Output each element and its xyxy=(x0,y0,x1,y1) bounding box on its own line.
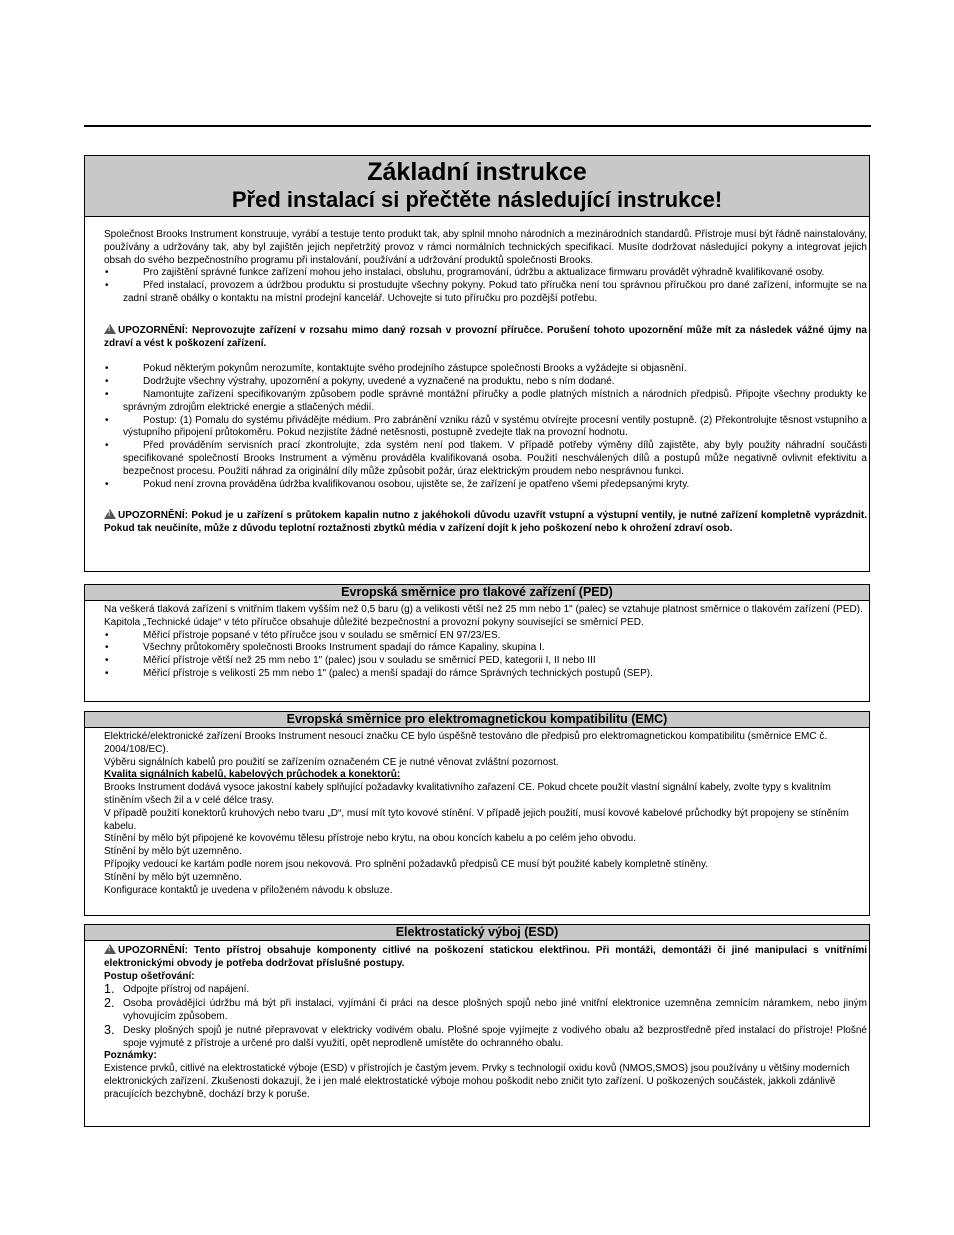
list-item: 3. Desky plošných spojů je nutné přepravovat v elektricky vodivém obalu. Plošné spoje vyjímejte z vodivého obalu až bezprostředně před instalací do přístroje! Plošné spoje vyjmuté z přístroje a určené pro další využití, opět neprodleně umístěte do ochranného obalu. xyxy=(104,1022,867,1049)
esd-procedure-heading: Postup ošetřování: xyxy=(104,970,195,982)
top-rule xyxy=(84,125,871,127)
page-subtitle: Před instalací si přečtěte následující instrukce! xyxy=(231,187,723,212)
list-item: • Před instalací, provozem a údržbou produktu si prostudujte všechny pokyny. Pokud tato příručka není tou správnou příručkou pro dané zařízení, informujte se na zadní straně obálky o kontaktu na místní prodejní kancelář. Uchovejte si tuto příručku pro pozdější potřebu. xyxy=(105,280,867,304)
emc-box xyxy=(84,711,870,916)
esd-warning: !UPOZORNĚNÍ: Tento přístroj obsahuje komponenty citlivé na poškození statickou elektřinou. Při montáži, demontáži či jiné manipulaci s vnitřními elektronickými obvody je potřeba dodržovat příslušné postupy. xyxy=(104,944,867,971)
warning-1: !UPOZORNĚNÍ: Neprovozujte zařízení v rozsahu mimo daný rozsah v provozní příručce. Porušení tohoto upozornění může mít za následek vážné újmy na zdraví a vést k poškození zařízení. xyxy=(104,324,867,351)
list-item: • Před prováděním servisních prací zkontrolujte, zda systém není pod tlakem. V případě potřeby výměny dílů zajistěte, aby byly použity náhradní součásti specifikované společností Brooks Instrument a výměnu prováděla kvalifikovaná osoba. Použití neschválených dílů a postupů může negativně ovlivnit efektivitu a bezpečnost procesu. Použití náhrad za originální díly může způsobit požár, úraz elektrickým proudem nebo nesprávnou funkci. xyxy=(105,440,867,477)
warning-icon xyxy=(104,509,116,519)
esd-body xyxy=(85,941,869,1102)
emc-title: Evropská směrnice pro elektromagnetickou kompatibilitu (EMC) xyxy=(85,712,869,728)
basic-instructions-box xyxy=(84,155,870,572)
emc-body: Elektrické/elektronické zařízení Brooks Instrument nesoucí značku CE bylo úspěšně testováno dle předpisů pro elektromagnetickou kompatibilitu (směrnice EMC č. 2004/108/EC). Výběru signálních kabelů pro použití se zařízením označeném CE je nutné věnovat zvláštní pozornost. Kvalita signálních kabelů, kabelových průchodek a konektorů: Brooks Instrument dodává vysoce jakostní kabely splňující požadavky kvalitativního zařazení CE. Pokud chcete použít vlastní signální kabely, zvolte typy s kvalitním stíněním všech žil a v celé délce trasy. V případě použití konektorů kruhových nebo tvaru „D“, musí mít tyto kovové stínění. V případě jejich použití, musí kovové kabelové průchodky být propojeny se stíněním kabelu. Stínění by mělo být připojené ke kovovému tělesu přístroje nebo krytu, na obou koncích kabelu a po celém jeho obvodu. Stínění by mělo být uzemněno. Přípojky vedoucí ke kartám podle norem jsou nekovová. Pro splnění požadavků předpisů CE musí být použité kabely kompletně stíněny. Stínění by mělo být uzemněno. Konfigurace kontaktů je uvedena v přiloženém návodu k obsluze. xyxy=(85,728,869,897)
list-item: • Namontujte zařízení specifikovaným způsobem podle správné montážní příručky a podle platných místních a národních předpisů. Připojte všechny produkty ke správným zdrojům elektrické energie a stlačených médií. xyxy=(105,388,867,413)
warning-icon xyxy=(104,324,116,334)
basic-instructions-header xyxy=(85,156,869,217)
page-title: Základní instrukce xyxy=(367,158,587,186)
esd-notes-heading: Poznámky: xyxy=(104,1050,157,1062)
list-item: • Pokud některým pokynům nerozumíte, kontaktujte svého prodejního zástupce společnosti Brooks a vyžádejte si objasnění. xyxy=(105,363,687,375)
list-item: • Všechny průtokoměry společnosti Brooks Instrument spadají do rámce Kapaliny, skupina I. xyxy=(105,642,545,654)
esd-box xyxy=(84,924,870,1127)
list-item: • Pro zajištění správné funkce zařízení mohou jeho instalaci, obsluhu, programování, údržbu a aktualizace firmwaru provádět výhradně kvalifikované osoby. xyxy=(105,267,825,279)
warning-2: !UPOZORNĚNÍ: Pokud je u zařízení s průtokem kapalin nutno z jakéhokoli důvodu uzavřít vstupní a výstupní ventily, je nutné zařízení kompletně vyprázdnit. Pokud tak neučiníte, může z důvodu teplotní roztažnosti zbytků média v zařízení dojít k jeho poškození nebo k ohrožení zdraví osob. xyxy=(104,509,867,536)
emc-cable-heading: Kvalita signálních kabelů, kabelových průchodek a konektorů: xyxy=(104,769,401,781)
list-item: • Pokud není zrovna prováděna údržba kvalifikovanou osobou, ujistěte se, že zařízení je opatřeno všemi předepsanými kryty. xyxy=(105,478,690,490)
ped-body: Na veškerá tlaková zařízení s vnitřním tlakem vyšším než 0,5 baru (g) a velikosti větší než 25 mm nebo 1" (palec) se vztahuje platnost směrnice o tlakovém zařízení (PED). Kapitola „Technické údaje“ v této příručce obsahuje důležité bezpečnostní a provozní pokyny související se směrnicí PED. • Měřicí přístroje popsané v této příručce jsou v souladu se směrnicí EN 97/23/ES. • Všechny průtokoměry společnosti Brooks Instrument spadají do rámce Kapaliny, skupina I. • Měřicí přístroje větší než 25 mm nebo 1" (palec) jsou v souladu se směrnicí PED, kategorii I, II nebo III • Měřicí přístroje s velikostí 25 mm nebo 1" (palec) a menší spadají do rámce Správných technických postupů (SEP). xyxy=(85,601,869,681)
list-item: • Měřicí přístroje větší než 25 mm nebo 1" (palec) jsou v souladu se směrnicí PED, kategorii I, II nebo III xyxy=(105,655,596,667)
ped-box xyxy=(84,584,870,702)
intro-paragraph: Společnost Brooks Instrument konstruuje, vyrábí a testuje tento produkt tak, aby splnil mnoho národních a mezinárodních standardů. Přístroje musí být řádně nainstalovány, používány a udržovány tak, aby byl zajištěn jejich nepřetržitý provoz v rámci normálních technických specifikací. Musíte dodržovat následující pokyny a integrovat jejich obsah do svého bezpečnostního programu při instalování, používání a udržování produktů společnosti Brooks. xyxy=(104,229,867,266)
basic-instructions-body xyxy=(85,217,869,536)
list-item: 1. Odpojte přístroj od napájení. xyxy=(104,982,250,997)
list-item: • Postup: (1) Pomalu do systému přivádějte médium. Pro zabránění vzniku rázů v systému otvírejte procesní ventily postupně. (2) Překontrolujte těsnost vstupního a výstupního připojení průtokoměru. Pokud nezjistíte žádné netěsnosti, postupně zvedejte tlak na provozní hodnotu. xyxy=(105,414,867,439)
ped-title: Evropská směrnice pro tlakové zařízení (PED) xyxy=(85,585,869,601)
list-item: • Dodržujte všechny výstrahy, upozornění a pokyny, uvedené a vyznačené na produktu, nebo s ním dodané. xyxy=(105,376,615,388)
list-item: • Měřicí přístroje s velikostí 25 mm nebo 1" (palec) a menší spadají do rámce Správných technických postupů (SEP). xyxy=(105,667,653,679)
esd-notes: Existence prvků, citlivé na elektrostatické výboje (ESD) v přístrojích je častým jevem. Prvky s technologií oxidu kovů (NMOS,SMOS) jsou používány u většiny moderních elektronických zařízení. Zkušenosti dokazují, že i jen malé elektrostatické výboje mohou poškodit nebo zničit tyto zařízení. U poškozených součástek, jakkoli zdánlivě pracujících bezchybně, dochází brzy k poruše. xyxy=(104,1063,850,1100)
list-item: 2. Osoba provádějící údržbu má být při instalaci, vyjímání či práci na desce plošných spojů nebo jiné vnitřní elektronice uzemněna zemnícím náramkem, nebo jiným vyhovujícím způsobem. xyxy=(104,996,867,1022)
esd-title: Elektrostatický výboj (ESD) xyxy=(85,925,869,941)
warning-icon xyxy=(104,944,116,954)
list-item: • Měřicí přístroje popsané v této příručce jsou v souladu se směrnicí EN 97/23/ES. xyxy=(105,629,501,641)
